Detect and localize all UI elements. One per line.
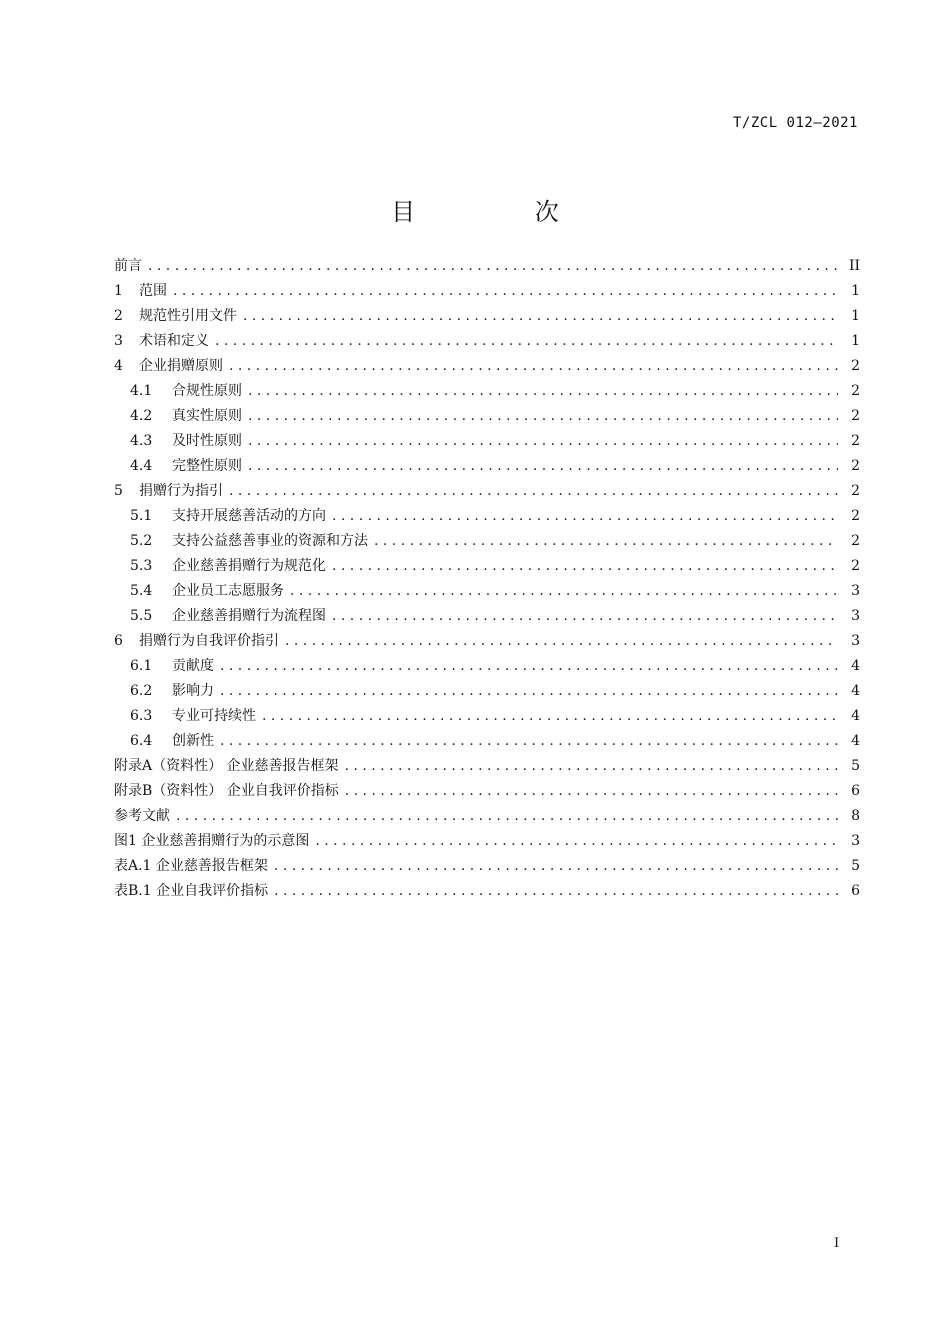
toc-entry-page: 4 xyxy=(851,658,860,674)
toc-entry[interactable] xyxy=(114,530,860,555)
dot-leader xyxy=(229,483,838,499)
toc-entry[interactable] xyxy=(114,405,860,430)
toc-entry[interactable] xyxy=(114,680,860,705)
toc-entry-number: 4.4 xyxy=(130,458,153,474)
toc-entry-page: 3 xyxy=(851,833,860,849)
toc-entry[interactable] xyxy=(114,805,860,830)
toc-entry-page: 6 xyxy=(851,783,860,799)
toc-entry-page: 3 xyxy=(851,608,860,624)
toc-entry-number: 4.1 xyxy=(130,383,153,399)
toc-entry[interactable] xyxy=(114,505,860,530)
toc-entry-page: 2 xyxy=(851,358,860,374)
toc-entry[interactable] xyxy=(114,380,860,405)
toc-entry-label: 合规性原则 xyxy=(172,383,242,399)
toc-entry-label: 企业慈善捐赠行为流程图 xyxy=(172,608,326,624)
toc-entry-number: 2 xyxy=(114,308,123,324)
toc-entry-page: 6 xyxy=(851,883,860,899)
toc-entry-label: 参考文献 xyxy=(114,808,170,824)
toc-entry-label: 企业慈善捐赠行为规范化 xyxy=(172,558,326,574)
dot-leader xyxy=(332,608,838,624)
toc-entry-number: 4.3 xyxy=(130,433,153,449)
toc-entry-number: 6.4 xyxy=(130,733,153,749)
toc-entry-page: 3 xyxy=(851,633,860,649)
toc-entry[interactable] xyxy=(114,355,860,380)
toc-entry-number: 4.2 xyxy=(130,408,153,424)
toc-entry[interactable] xyxy=(114,755,860,780)
toc-entry-label: 前言 xyxy=(114,258,142,274)
toc-entry[interactable] xyxy=(114,655,860,680)
dot-leader xyxy=(220,733,838,749)
dot-leader xyxy=(248,458,838,474)
toc-entry-label: 专业可持续性 xyxy=(172,708,256,724)
toc-entry[interactable] xyxy=(114,580,860,605)
toc-entry-page: 4 xyxy=(851,708,860,724)
toc-entry-label: 支持公益慈善事业的资源和方法 xyxy=(172,533,368,549)
toc-entry-number: 1 xyxy=(114,283,123,299)
toc-entry-number: 6 xyxy=(114,633,123,649)
dot-leader xyxy=(345,758,838,774)
toc-entry-label: 附录A（资料性） 企业慈善报告框架 xyxy=(114,758,339,774)
toc-entry-page: 2 xyxy=(851,458,860,474)
toc-entry-number: 5.5 xyxy=(130,608,153,624)
toc-entry-number: 4 xyxy=(114,358,123,374)
dot-leader xyxy=(285,633,838,649)
toc-entry[interactable] xyxy=(114,730,860,755)
toc-entry-page: 2 xyxy=(851,433,860,449)
toc-entry-label: 创新性 xyxy=(172,733,214,749)
toc-entry[interactable] xyxy=(114,830,860,855)
toc-entry-label: 完整性原则 xyxy=(172,458,242,474)
toc-entry-label: 及时性原则 xyxy=(172,433,242,449)
document-code: T/ZCL 012—2021 xyxy=(732,115,858,131)
toc-entry-number: 5.1 xyxy=(130,508,153,524)
dot-leader xyxy=(274,883,838,899)
toc-entry-number: 5 xyxy=(114,483,123,499)
toc-entry-page: 2 xyxy=(851,383,860,399)
dot-leader xyxy=(332,508,838,524)
toc-entry[interactable] xyxy=(114,305,860,330)
toc-entry-label: 支持开展慈善活动的方向 xyxy=(172,508,326,524)
toc-entry[interactable] xyxy=(114,630,860,655)
toc-entry[interactable] xyxy=(114,880,860,905)
dot-leader xyxy=(315,833,838,849)
toc-entry-page: 5 xyxy=(851,858,860,874)
toc-entry-page: 2 xyxy=(851,483,860,499)
toc-entry[interactable] xyxy=(114,605,860,630)
toc-entry-label: 企业员工志愿服务 xyxy=(172,583,284,599)
toc-entry-label: 表B.1 企业自我评价指标 xyxy=(114,883,269,899)
toc-entry[interactable] xyxy=(114,555,860,580)
toc-entry-number: 5.4 xyxy=(130,583,153,599)
toc-entry[interactable] xyxy=(114,455,860,480)
dot-leader xyxy=(248,383,838,399)
dot-leader xyxy=(148,258,838,274)
dot-leader xyxy=(248,433,838,449)
toc-entry-page: 2 xyxy=(851,533,860,549)
toc-entry-label: 范围 xyxy=(139,283,167,299)
toc-entry-label: 捐赠行为自我评价指引 xyxy=(139,633,279,649)
toc-entry-label: 规范性引用文件 xyxy=(139,308,237,324)
toc-entry-number: 3 xyxy=(114,333,123,349)
dot-leader xyxy=(248,408,838,424)
toc-entry-label: 图1 企业慈善捐赠行为的示意图 xyxy=(114,833,310,849)
toc-entry[interactable] xyxy=(114,330,860,355)
toc-entry-page: 4 xyxy=(851,733,860,749)
toc-entry-number: 5.2 xyxy=(130,533,153,549)
toc-entry-number: 6.3 xyxy=(130,708,153,724)
toc-entry-page: II xyxy=(848,258,860,274)
dot-leader xyxy=(274,858,838,874)
dot-leader xyxy=(262,708,838,724)
dot-leader xyxy=(332,558,838,574)
toc-entry[interactable] xyxy=(114,780,860,805)
toc-entry-number: 5.3 xyxy=(130,558,153,574)
toc-entry-page: 1 xyxy=(851,283,860,299)
toc-entry-page: 2 xyxy=(851,508,860,524)
toc-entry-page: 2 xyxy=(851,558,860,574)
dot-leader xyxy=(220,683,838,699)
dot-leader xyxy=(173,283,838,299)
toc-entry-label: 企业捐赠原则 xyxy=(139,358,223,374)
toc-entry[interactable] xyxy=(114,705,860,730)
toc-entry-label: 表A.1 企业慈善报告框架 xyxy=(114,858,268,874)
toc-entry-label: 术语和定义 xyxy=(139,333,209,349)
toc-entry[interactable] xyxy=(114,280,860,305)
toc-entry-label: 捐赠行为指引 xyxy=(139,483,223,499)
dot-leader xyxy=(290,583,838,599)
toc-entry-label: 真实性原则 xyxy=(172,408,242,424)
dot-leader xyxy=(176,808,838,824)
dot-leader xyxy=(215,333,838,349)
toc-entry[interactable] xyxy=(114,480,860,505)
toc-entry[interactable] xyxy=(114,255,860,280)
page-number: I xyxy=(834,1236,840,1251)
toc-entry[interactable] xyxy=(114,855,860,880)
toc-entry-page: 4 xyxy=(851,683,860,699)
dot-leader xyxy=(374,533,838,549)
toc-entry-label: 影响力 xyxy=(172,683,214,699)
dot-leader xyxy=(243,308,838,324)
toc-entry-page: 1 xyxy=(851,308,860,324)
toc-entry-number: 6.2 xyxy=(130,683,153,699)
toc-entry-page: 5 xyxy=(851,758,860,774)
dot-leader xyxy=(229,358,838,374)
table-of-contents xyxy=(114,255,860,905)
dot-leader xyxy=(220,658,838,674)
toc-entry-page: 2 xyxy=(851,408,860,424)
toc-entry-page: 8 xyxy=(851,808,860,824)
toc-title: 目 次 xyxy=(391,198,615,226)
toc-entry-page: 3 xyxy=(851,583,860,599)
dot-leader xyxy=(345,783,838,799)
toc-entry-page: 1 xyxy=(851,333,860,349)
toc-entry-label: 贡献度 xyxy=(172,658,214,674)
toc-entry-label: 附录B（资料性） 企业自我评价指标 xyxy=(114,783,339,799)
toc-entry-number: 6.1 xyxy=(130,658,153,674)
toc-entry[interactable] xyxy=(114,430,860,455)
